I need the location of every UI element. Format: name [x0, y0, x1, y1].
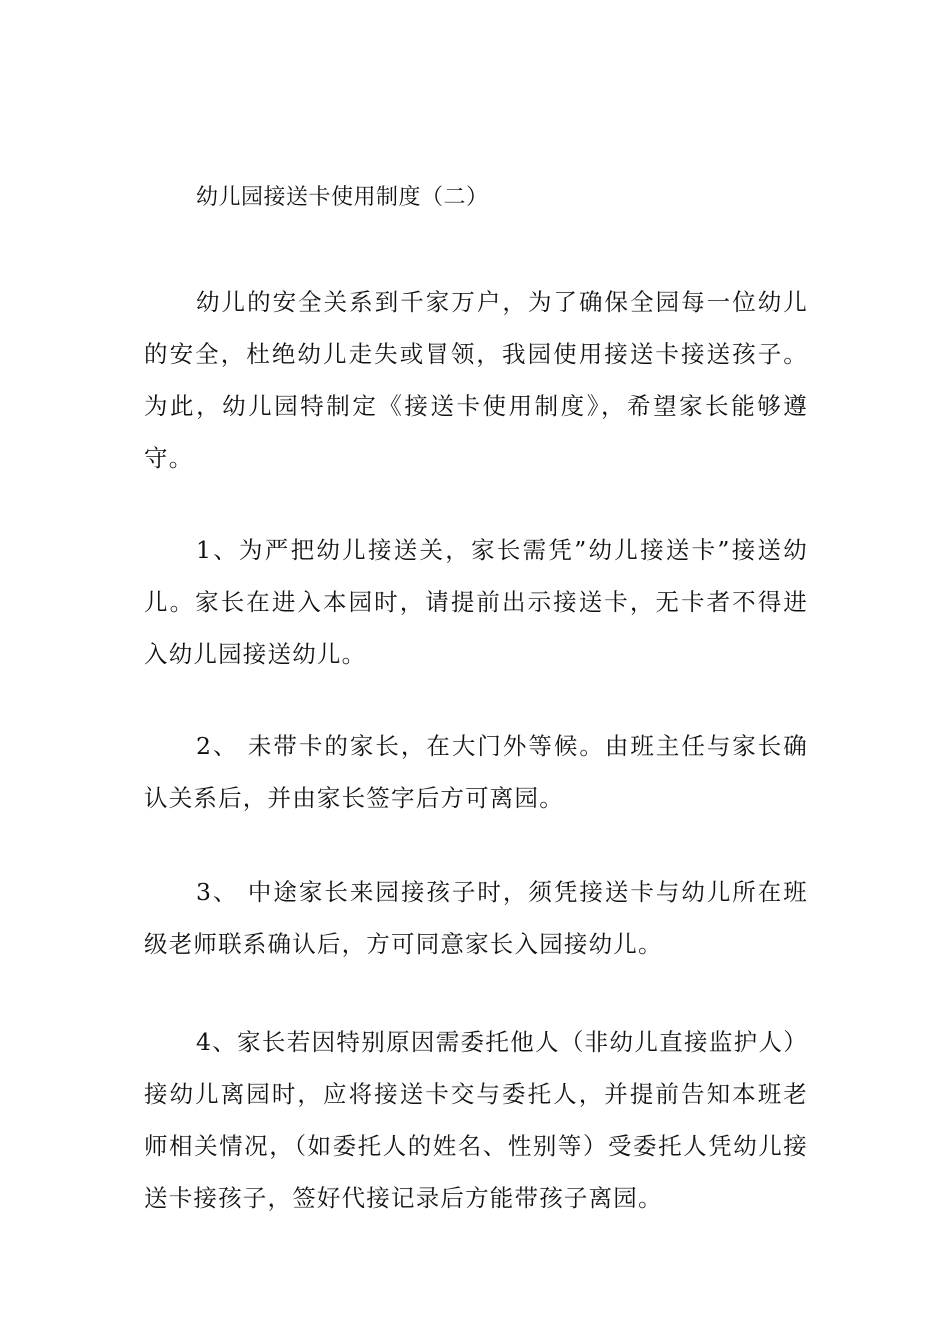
document-title: 幼儿园接送卡使用制度（二） [196, 185, 489, 210]
rule-paragraph-1: 1、为严把幼儿接送关，家长需凭”幼儿接送卡”接送幼儿。家长在进入本园时，请提前出示接送卡，无卡者不得进入幼儿园接送幼儿。 [144, 536, 808, 668]
rule-paragraph-3: 3、 中途家长来园接孩子时，须凭接送卡与幼儿所在班级老师联系确认后，方可同意家长入园接幼儿。 [144, 878, 808, 958]
rule-paragraph-4: 4、家长若因特别原因需委托他人（非幼儿直接监护人）接幼儿离园时，应将接送卡交与委托人，并提前告知本班老师相关情况，（如委托人的姓名、性别等）受委托人凭幼儿接送卡接孩子，签好代接记录后方能带孩子离园。 [144, 1028, 808, 1212]
rule-paragraph-2: 2、 未带卡的家长，在大门外等候。由班主任与家长确认关系后，并由家长签字后方可离园。 [144, 732, 808, 812]
intro-paragraph: 幼儿的安全关系到千家万户，为了确保全园每一位幼儿的安全，杜绝幼儿走失或冒领，我园使用接送卡接送孩子。为此，幼儿园特制定《接送卡使用制度》，希望家长能够遵守。 [144, 288, 808, 472]
